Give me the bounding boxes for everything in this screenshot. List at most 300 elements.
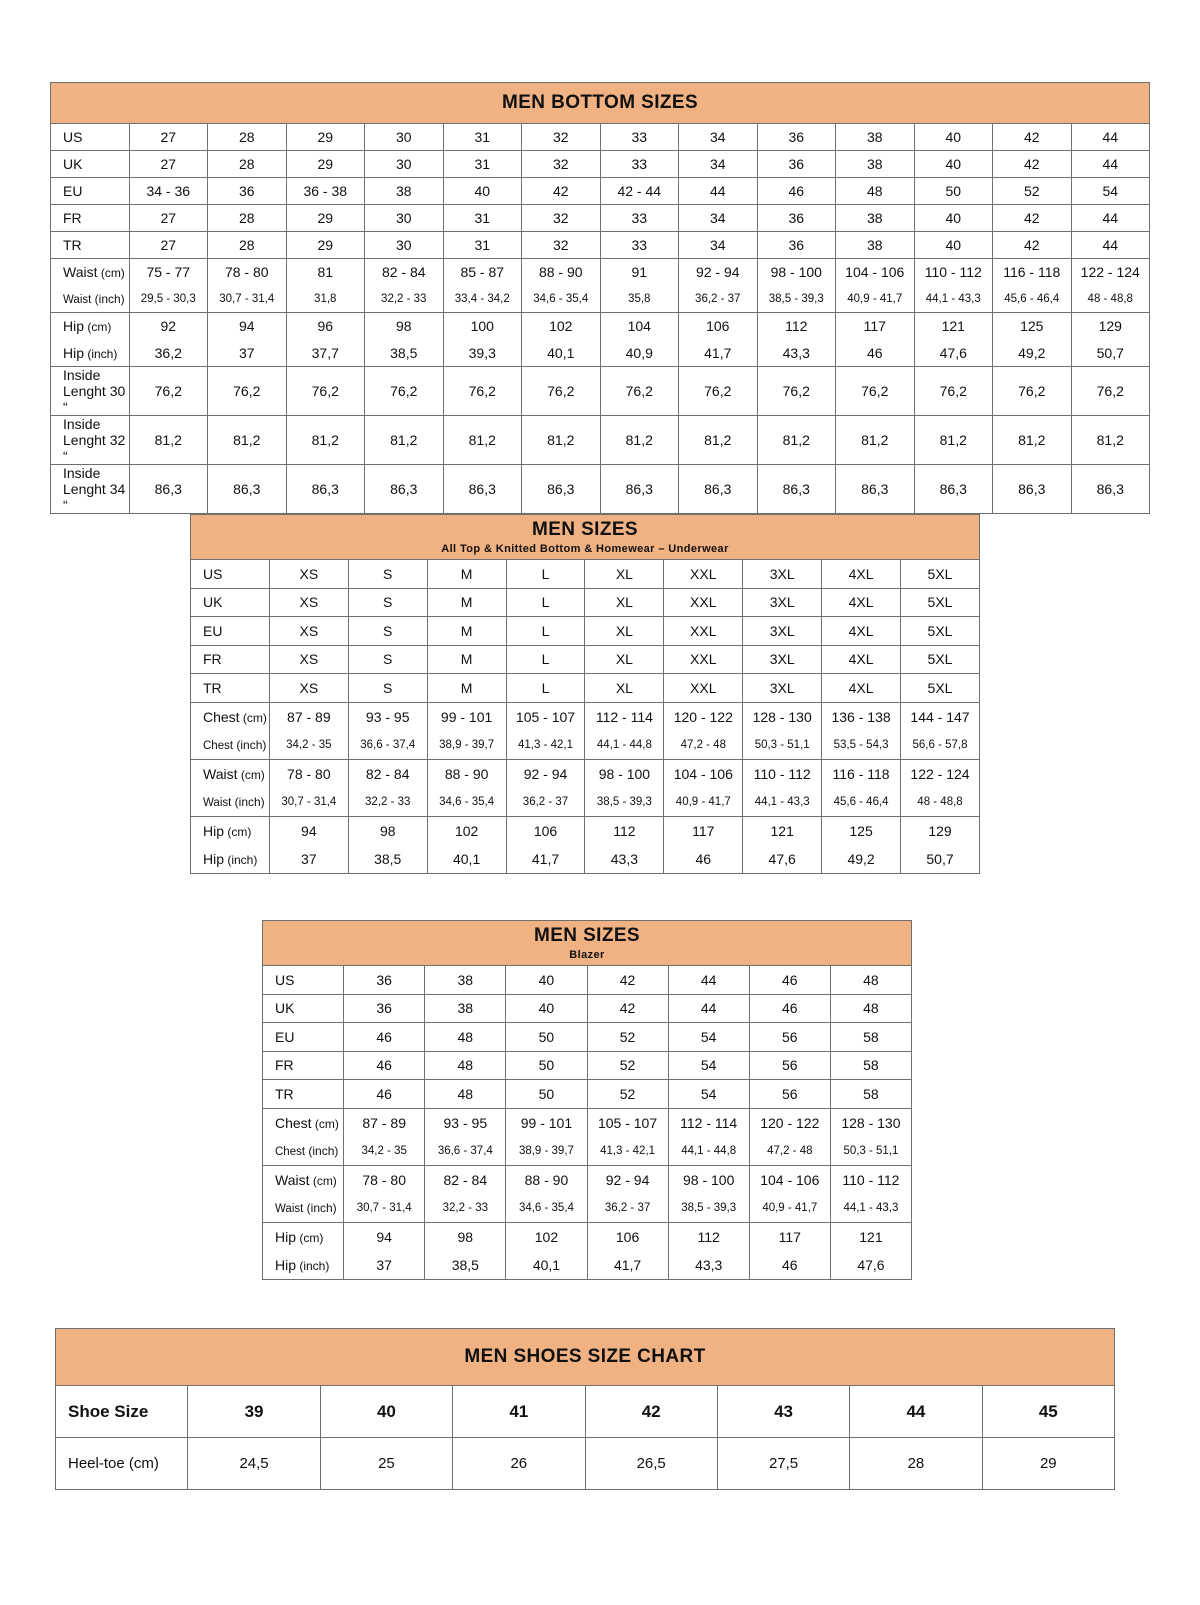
row-label: [191, 674, 270, 703]
table-cell: 86,3: [208, 465, 287, 514]
row-label-unit: (inch): [305, 1143, 339, 1158]
table-cell: 98: [365, 313, 444, 340]
table-cell: 54: [1071, 178, 1150, 205]
table-row: [51, 340, 1150, 367]
row-label-text: TR: [203, 679, 222, 696]
table-cell: 37: [344, 1251, 425, 1280]
table-cell: 32: [522, 124, 601, 151]
table-cell: 36: [757, 151, 836, 178]
table-cell: 45,6 - 46,4: [993, 286, 1072, 313]
table-row: [191, 759, 980, 788]
table-cell: 122 - 124: [1071, 259, 1150, 286]
row-label-text: UK: [275, 1000, 295, 1017]
table-row: [191, 645, 980, 674]
table-cell: 112: [668, 1222, 749, 1251]
table-cell: 42: [587, 966, 668, 995]
row-label-text: Chest: [203, 708, 240, 725]
row-label: [263, 1108, 344, 1137]
table-row: [191, 816, 980, 845]
table-cell: 53,5 - 54,3: [822, 731, 901, 760]
table-cell: 44,1 - 44,8: [585, 731, 664, 760]
table-cell: 46: [344, 1080, 425, 1109]
table-cell: 96: [286, 313, 365, 340]
table-cell: 4XL: [822, 560, 901, 589]
table-cell: 47,2 - 48: [664, 731, 743, 760]
table-cell: 116 - 118: [993, 259, 1072, 286]
table-cell: 92 - 94: [587, 1165, 668, 1194]
row-label: [263, 966, 344, 995]
row-label: [51, 232, 130, 259]
table-cell: 48 - 48,8: [1071, 286, 1150, 313]
table-cell: 3XL: [743, 560, 822, 589]
table-cell: 30: [365, 232, 444, 259]
table-cell: 40,9 - 41,7: [664, 788, 743, 817]
row-label: [263, 1137, 344, 1166]
row-label-text: US: [203, 565, 223, 582]
table-cell: 28: [208, 124, 287, 151]
table-cell: 76,2: [522, 367, 601, 416]
table-cell: 36: [208, 178, 287, 205]
table-cell: 81,2: [208, 416, 287, 465]
table-cell: 40,1: [506, 1251, 587, 1280]
table-cell: 43,3: [585, 845, 664, 874]
table-cell: 30: [365, 124, 444, 151]
table-row: [263, 966, 912, 995]
row-label-text: FR: [63, 210, 82, 226]
row-label-text: US: [275, 971, 295, 988]
table-cell: XS: [269, 645, 348, 674]
row-label: [191, 617, 270, 646]
table-cell: 129: [1071, 313, 1150, 340]
table-cell: 37: [269, 845, 348, 874]
table-cell: L: [506, 588, 585, 617]
row-label: [191, 731, 270, 760]
table-cell: XXL: [664, 674, 743, 703]
table-cell: L: [506, 674, 585, 703]
table-cell: 105 - 107: [587, 1108, 668, 1137]
table-cell: 110 - 112: [914, 259, 993, 286]
table-cell: 33: [600, 124, 679, 151]
table-cell: 44: [668, 994, 749, 1023]
table-cell: 117: [836, 313, 915, 340]
table-cell: 38: [425, 994, 506, 1023]
table-cell: 37: [208, 340, 287, 367]
table-cell: 34: [679, 124, 758, 151]
table-row: [191, 702, 980, 731]
table-cell: 41,3 - 42,1: [587, 1137, 668, 1166]
table-cell: 86,3: [914, 465, 993, 514]
table-cell: 106: [679, 313, 758, 340]
row-label-text: EU: [275, 1028, 295, 1045]
table-cell: XS: [269, 617, 348, 646]
table-cell: 92 - 94: [679, 259, 758, 286]
table-cell: 40: [443, 178, 522, 205]
table-cell: 94: [208, 313, 287, 340]
table-row: [263, 1165, 912, 1194]
table-cell: 27: [129, 232, 208, 259]
table-cell: XS: [269, 588, 348, 617]
table-cell: 34,2 - 35: [344, 1137, 425, 1166]
table-cell: 42: [585, 1386, 717, 1438]
table-cell: 30,7 - 31,4: [344, 1194, 425, 1223]
table-cell: 85 - 87: [443, 259, 522, 286]
table-row: [263, 1108, 912, 1137]
table-cell: 54: [668, 1023, 749, 1052]
table-cell: 76,2: [208, 367, 287, 416]
table-cell: 129: [901, 816, 980, 845]
table-row: [51, 205, 1150, 232]
table-cell: 76,2: [600, 367, 679, 416]
table-cell: 38: [836, 232, 915, 259]
table-cell: 31,8: [286, 286, 365, 313]
table-cell: 24,5: [188, 1438, 320, 1490]
row-label-text: Hip: [275, 1256, 297, 1273]
table-cell: 31: [443, 124, 522, 151]
row-label-text: Hip: [63, 344, 85, 361]
table-cell: 48: [830, 966, 911, 995]
table-title-row: [263, 921, 912, 966]
table-cell: 32,2 - 33: [348, 788, 427, 817]
table-cell: 94: [344, 1222, 425, 1251]
table-cell: 28: [208, 151, 287, 178]
table-cell: 98: [348, 816, 427, 845]
table-cell: 39,3: [443, 340, 522, 367]
table-cell: 34 - 36: [129, 178, 208, 205]
row-label: [191, 645, 270, 674]
table-cell: 81,2: [757, 416, 836, 465]
table-cell: 29: [286, 124, 365, 151]
table-cell: 110 - 112: [830, 1165, 911, 1194]
row-label-text: TR: [275, 1085, 294, 1102]
table-row: [51, 286, 1150, 313]
table-cell: 36: [757, 232, 836, 259]
table-cell: 33: [600, 205, 679, 232]
table-cell: 29: [286, 151, 365, 178]
table-cell: 76,2: [914, 367, 993, 416]
table-cell: 4XL: [822, 645, 901, 674]
table-cell: 120 - 122: [749, 1108, 830, 1137]
table-cell: 94: [269, 816, 348, 845]
table-cell: 76,2: [1071, 367, 1150, 416]
row-label-text: Heel-toe (cm): [68, 1455, 159, 1472]
men-tops-sizes-table: [190, 514, 980, 874]
table-cell: 38,5: [348, 845, 427, 874]
table-cell: 81,2: [914, 416, 993, 465]
table-cell: 50: [506, 1051, 587, 1080]
table-cell: 37,7: [286, 340, 365, 367]
table-cell: 86,3: [286, 465, 365, 514]
table-cell: 40: [506, 994, 587, 1023]
row-label-text: Hip: [275, 1228, 297, 1245]
table-cell: 40: [914, 232, 993, 259]
table-cell: 81,2: [836, 416, 915, 465]
table-cell: 98: [425, 1222, 506, 1251]
table-cell: 136 - 138: [822, 702, 901, 731]
row-label: [263, 1165, 344, 1194]
table-cell: 99 - 101: [506, 1108, 587, 1137]
table-row: [263, 1023, 912, 1052]
table-cell: 28: [208, 232, 287, 259]
table-cell: 81,2: [679, 416, 758, 465]
table-cell: 86,3: [1071, 465, 1150, 514]
table-cell: 34: [679, 151, 758, 178]
row-label-text: EU: [63, 183, 83, 199]
table-cell: 117: [664, 816, 743, 845]
table-cell: 39: [188, 1386, 320, 1438]
table-cell: 81,2: [522, 416, 601, 465]
row-label-text: Waist: [275, 1202, 304, 1215]
table-cell: 44: [679, 178, 758, 205]
table-cell: 76,2: [679, 367, 758, 416]
row-label: [51, 259, 130, 286]
table-cell: 99 - 101: [427, 702, 506, 731]
table-row: [51, 151, 1150, 178]
row-label: [51, 178, 130, 205]
table-cell: 36: [757, 124, 836, 151]
table-cell: 86,3: [679, 465, 758, 514]
table-cell: 50,3 - 51,1: [830, 1137, 911, 1166]
table-cell: 40,9 - 41,7: [836, 286, 915, 313]
table-cell: 58: [830, 1080, 911, 1109]
table-cell: 116 - 118: [822, 759, 901, 788]
table-cell: 102: [427, 816, 506, 845]
table-cell: S: [348, 617, 427, 646]
table-cell: 122 - 124: [901, 759, 980, 788]
table-cell: 121: [743, 816, 822, 845]
table-cell: 27,5: [717, 1438, 849, 1490]
table-cell: 42 - 44: [600, 178, 679, 205]
table-cell: 50: [506, 1023, 587, 1052]
table-cell: XL: [585, 617, 664, 646]
table-cell: 86,3: [129, 465, 208, 514]
row-label-text: FR: [203, 651, 222, 668]
table-row: [51, 124, 1150, 151]
table-cell: M: [427, 588, 506, 617]
table-cell: 32: [522, 151, 601, 178]
men-shoes-size-table: [55, 1328, 1115, 1490]
table-row: [51, 313, 1150, 340]
table-cell: 88 - 90: [522, 259, 601, 286]
row-label-unit: (inch): [303, 1200, 337, 1215]
table-cell: 110 - 112: [743, 759, 822, 788]
table-cell: 105 - 107: [506, 702, 585, 731]
table-cell: 78 - 80: [208, 259, 287, 286]
table-cell: 76,2: [836, 367, 915, 416]
table-cell: 38: [425, 966, 506, 995]
row-label-text: Waist: [203, 765, 238, 782]
row-label-text: UK: [63, 156, 83, 172]
table-cell: 36,2: [129, 340, 208, 367]
table-row: [263, 1251, 912, 1280]
table-cell: 81,2: [600, 416, 679, 465]
table-cell: 36: [757, 205, 836, 232]
table-cell: 125: [993, 313, 1072, 340]
table-cell: 48: [836, 178, 915, 205]
men-blazer-sizes-body: [263, 921, 912, 1280]
table-cell: 49,2: [993, 340, 1072, 367]
table-cell: 44: [1071, 205, 1150, 232]
row-label-text: EU: [203, 622, 223, 639]
table-cell: 47,2 - 48: [749, 1137, 830, 1166]
table-cell: 128 - 130: [830, 1108, 911, 1137]
table-cell: 54: [668, 1051, 749, 1080]
row-label: [263, 1023, 344, 1052]
table-cell: 120 - 122: [664, 702, 743, 731]
row-label: [51, 205, 130, 232]
men-tops-sizes-body: [191, 515, 980, 874]
table-cell: 47,6: [743, 845, 822, 874]
row-label-unit: (inch): [84, 346, 118, 361]
table-row: [263, 994, 912, 1023]
table-row: [263, 1194, 912, 1223]
table-cell: 36,2 - 37: [506, 788, 585, 817]
table-cell: M: [427, 645, 506, 674]
table-cell: 3XL: [743, 674, 822, 703]
table-cell: 43,3: [757, 340, 836, 367]
table-cell: 42: [993, 232, 1072, 259]
table-cell: XXL: [664, 588, 743, 617]
table-cell: L: [506, 560, 585, 589]
table-cell: 46: [749, 966, 830, 995]
table-cell: 4XL: [822, 674, 901, 703]
table-cell: 38,5 - 39,3: [668, 1194, 749, 1223]
table-cell: XS: [269, 560, 348, 589]
table-cell: 41,3 - 42,1: [506, 731, 585, 760]
row-label-unit: (cm): [97, 266, 125, 281]
table-cell: 87 - 89: [269, 702, 348, 731]
table-cell: L: [506, 645, 585, 674]
table-cell: 38: [836, 151, 915, 178]
row-label-text: Chest: [275, 1145, 306, 1158]
table-cell: 27: [129, 124, 208, 151]
table-cell: 106: [506, 816, 585, 845]
table-cell: 50: [506, 1080, 587, 1109]
row-label: [263, 994, 344, 1023]
row-label-unit: (cm): [309, 1173, 337, 1188]
table-cell: 104 - 106: [664, 759, 743, 788]
table-cell: XXL: [664, 645, 743, 674]
table-cell: 46: [757, 178, 836, 205]
table-cell: 102: [522, 313, 601, 340]
table-cell: 81,2: [1071, 416, 1150, 465]
table-cell: 76,2: [757, 367, 836, 416]
row-label-unit: (cm): [296, 1230, 324, 1245]
table-cell: 112: [585, 816, 664, 845]
table-cell: 36 - 38: [286, 178, 365, 205]
table-row: [263, 1222, 912, 1251]
table-cell: 5XL: [901, 617, 980, 646]
table-cell: 41,7: [679, 340, 758, 367]
row-label-unit: (cm): [239, 710, 267, 725]
table-cell: 49,2: [822, 845, 901, 874]
row-label-text: Chest: [275, 1114, 312, 1131]
table-cell: 50: [914, 178, 993, 205]
table-cell: 44: [850, 1386, 982, 1438]
row-label: [263, 1194, 344, 1223]
table-cell: 32,2 - 33: [365, 286, 444, 313]
table-cell: 27: [129, 151, 208, 178]
row-label-text: FR: [275, 1057, 294, 1074]
table-cell: 78 - 80: [269, 759, 348, 788]
table-cell: 48: [425, 1023, 506, 1052]
table-cell: 38: [365, 178, 444, 205]
row-label: [191, 588, 270, 617]
table-title: MEN BOTTOM SIZES: [51, 83, 1150, 124]
row-label: [51, 313, 130, 340]
row-label: [51, 340, 130, 367]
row-label: [51, 151, 130, 178]
table-cell: 29: [286, 205, 365, 232]
table-cell: 3XL: [743, 588, 822, 617]
row-label-text: Hip: [63, 318, 85, 335]
table-cell: 86,3: [365, 465, 444, 514]
table-cell: 5XL: [901, 560, 980, 589]
table-cell: 26,5: [585, 1438, 717, 1490]
table-cell: XXL: [664, 617, 743, 646]
table-row: [191, 788, 980, 817]
table-cell: XL: [585, 588, 664, 617]
table-cell: 42: [522, 178, 601, 205]
table-cell: 40,1: [522, 340, 601, 367]
table-cell: 121: [830, 1222, 911, 1251]
table-cell: 81,2: [129, 416, 208, 465]
men-bottom-sizes-table: [50, 82, 1150, 514]
table-cell: 76,2: [365, 367, 444, 416]
table-cell: XL: [585, 645, 664, 674]
table-cell: 42: [587, 994, 668, 1023]
table-cell: 25: [320, 1438, 452, 1490]
table-cell: 40,1: [427, 845, 506, 874]
row-label-text: Hip: [203, 850, 225, 867]
row-label: [191, 788, 270, 817]
row-label: [263, 1222, 344, 1251]
table-cell: 86,3: [522, 465, 601, 514]
table-title: MEN SIZES All Top & Knitted Bottom & Homewear – Underwear: [191, 515, 980, 560]
table-cell: 81,2: [443, 416, 522, 465]
table-cell: 4XL: [822, 588, 901, 617]
table-cell: 58: [830, 1051, 911, 1080]
table-row: [51, 232, 1150, 259]
table-cell: 106: [587, 1222, 668, 1251]
row-label: [51, 124, 130, 151]
table-cell: 76,2: [993, 367, 1072, 416]
table-cell: S: [348, 645, 427, 674]
table-cell: 102: [506, 1222, 587, 1251]
table-cell: 43,3: [668, 1251, 749, 1280]
table-cell: 30: [365, 151, 444, 178]
table-cell: 29,5 - 30,3: [129, 286, 208, 313]
table-cell: 40: [506, 966, 587, 995]
table-cell: 56: [749, 1051, 830, 1080]
table-cell: XL: [585, 674, 664, 703]
table-cell: 50,7: [901, 845, 980, 874]
table-cell: 87 - 89: [344, 1108, 425, 1137]
row-label-text: Shoe Size: [68, 1401, 149, 1421]
table-row: [191, 845, 980, 874]
table-cell: 125: [822, 816, 901, 845]
table-cell: 44,1 - 43,3: [830, 1194, 911, 1223]
table-cell: 34,6 - 35,4: [522, 286, 601, 313]
table-cell: 75 - 77: [129, 259, 208, 286]
table-cell: 81,2: [286, 416, 365, 465]
table-cell: 4XL: [822, 617, 901, 646]
table-cell: 5XL: [901, 674, 980, 703]
table-cell: 26: [453, 1438, 585, 1490]
table-cell: S: [348, 560, 427, 589]
table-row: [263, 1080, 912, 1109]
table-cell: 58: [830, 1023, 911, 1052]
table-cell: 40,9: [600, 340, 679, 367]
